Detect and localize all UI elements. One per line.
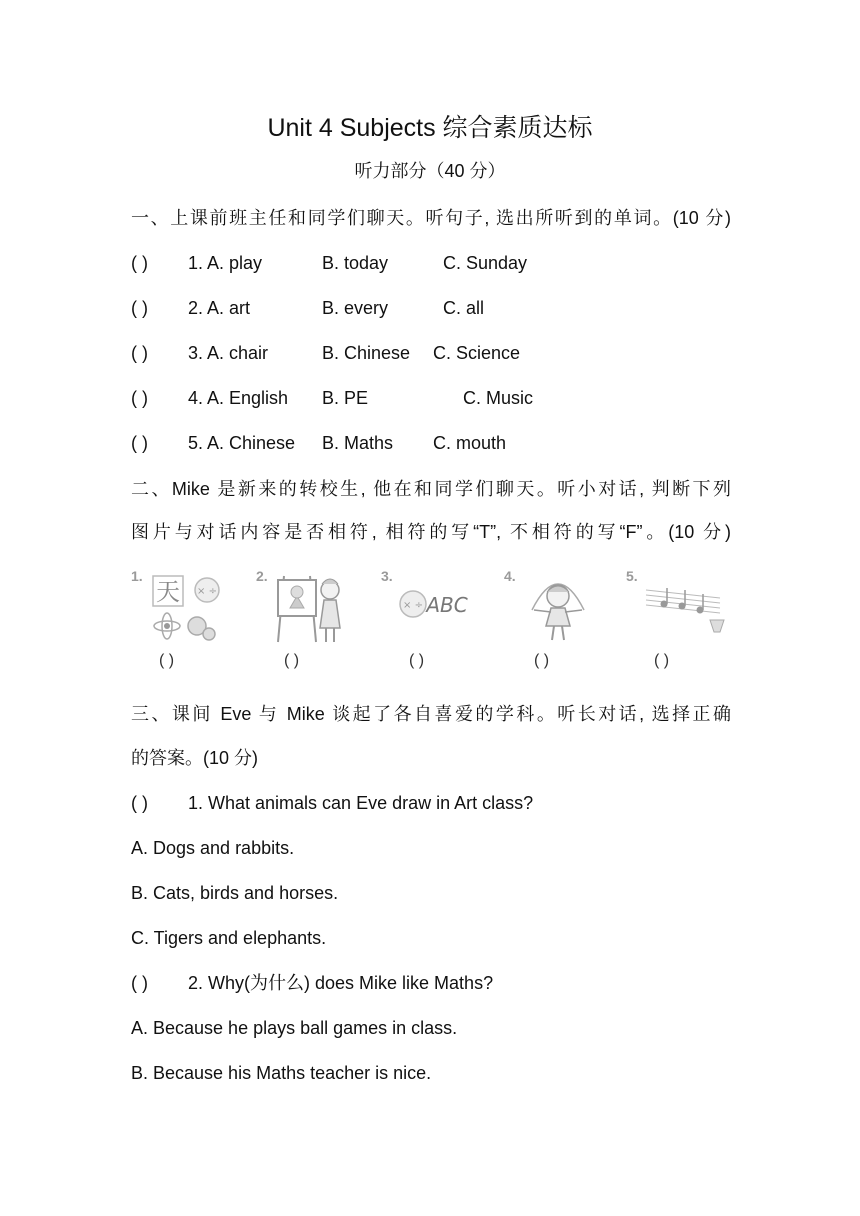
- option-c: C. mouth: [433, 433, 507, 453]
- option-c: C. Tigers and elephants.: [131, 928, 327, 948]
- option-a: 2. A. art: [188, 298, 251, 318]
- chinese-maths-science-icon: [145, 570, 225, 646]
- music-notes-icon: [640, 570, 730, 646]
- svg-text:× ÷: × ÷: [197, 586, 217, 597]
- answer-blank[interactable]: ( ): [654, 652, 670, 669]
- section1-heading: 一、上课前班主任和同学们聊天。听句子, 选出所听到的单词。(10 分): [131, 208, 731, 228]
- section2-heading-line1: 二、Mike 是新来的转校生, 他在和同学们聊天。听小对话, 判断下列: [131, 479, 731, 499]
- option-b: B. today: [322, 253, 389, 273]
- answer-blank[interactable]: ( ): [159, 652, 175, 669]
- picture-number: 1.: [131, 568, 143, 584]
- option-a: 1. A. play: [188, 253, 263, 273]
- answer-blank[interactable]: ( ): [409, 652, 425, 669]
- option-c: C. all: [443, 298, 485, 318]
- picture-chinese: [131, 568, 231, 669]
- jump-rope-girl-icon: [518, 570, 598, 646]
- option-a: 3. A. chair: [188, 343, 269, 363]
- picture-number: 2.: [256, 568, 268, 584]
- answer-blank[interactable]: ( ): [131, 793, 148, 813]
- answer-blank[interactable]: ( ): [534, 652, 550, 669]
- answer-blank[interactable]: ( ): [131, 298, 148, 318]
- easel-painting-icon: [270, 570, 350, 646]
- option-c: C. Sunday: [443, 253, 528, 273]
- answer-blank[interactable]: ( ): [284, 652, 300, 669]
- answer-blank[interactable]: ( ): [131, 433, 148, 453]
- question-text: 2. Why(为什么) does Mike like Maths?: [188, 973, 494, 993]
- picture-music: [626, 568, 726, 669]
- answer-blank[interactable]: ( ): [131, 253, 148, 273]
- question-text: 1. What animals can Eve draw in Art class?: [188, 793, 534, 813]
- option-c: C. Music: [463, 388, 534, 408]
- page-subtitle: 听力部分（40 分）: [354, 161, 506, 181]
- picture-pe: [504, 568, 604, 669]
- option-a: A. Dogs and rabbits.: [131, 838, 295, 858]
- option-a: 4. A. English: [188, 388, 289, 408]
- svg-text:× ÷: × ÷: [403, 600, 423, 611]
- answer-blank[interactable]: ( ): [131, 973, 148, 993]
- option-b: B. Maths: [322, 433, 394, 453]
- option-b: B. every: [322, 298, 389, 318]
- option-c: C. Science: [433, 343, 521, 363]
- picture-row: [131, 568, 731, 683]
- section3-heading-line1: 三、课间 Eve 与 Mike 谈起了各自喜爱的学科。听长对话, 选择正确: [131, 704, 731, 724]
- picture-number: 3.: [381, 568, 393, 584]
- picture-english: [381, 568, 481, 669]
- picture-art: [256, 568, 356, 669]
- section3-heading-line2: 的答案。(10 分): [131, 748, 259, 768]
- option-b: B. Chinese: [322, 343, 411, 363]
- picture-number: 5.: [626, 568, 638, 584]
- page-title: Unit 4 Subjects 综合素质达标: [267, 114, 593, 142]
- option-b: B. Cats, birds and horses.: [131, 883, 339, 903]
- answer-blank[interactable]: ( ): [131, 388, 148, 408]
- answer-blank[interactable]: ( ): [131, 343, 148, 363]
- option-b: B. PE: [322, 388, 369, 408]
- chinese-character: 天: [156, 578, 180, 606]
- option-a: 5. A. Chinese: [188, 433, 296, 453]
- maths-english-icon: [395, 570, 475, 646]
- option-a: A. Because he plays ball games in class.: [131, 1018, 458, 1038]
- option-b: B. Because his Maths teacher is nice.: [131, 1063, 432, 1083]
- abc-letters: ABC: [426, 593, 468, 617]
- picture-number: 4.: [504, 568, 516, 584]
- section2-heading-line2: 图片与对话内容是否相符, 相符的写“T”, 不相符的写“F”。(10 分): [131, 522, 731, 542]
